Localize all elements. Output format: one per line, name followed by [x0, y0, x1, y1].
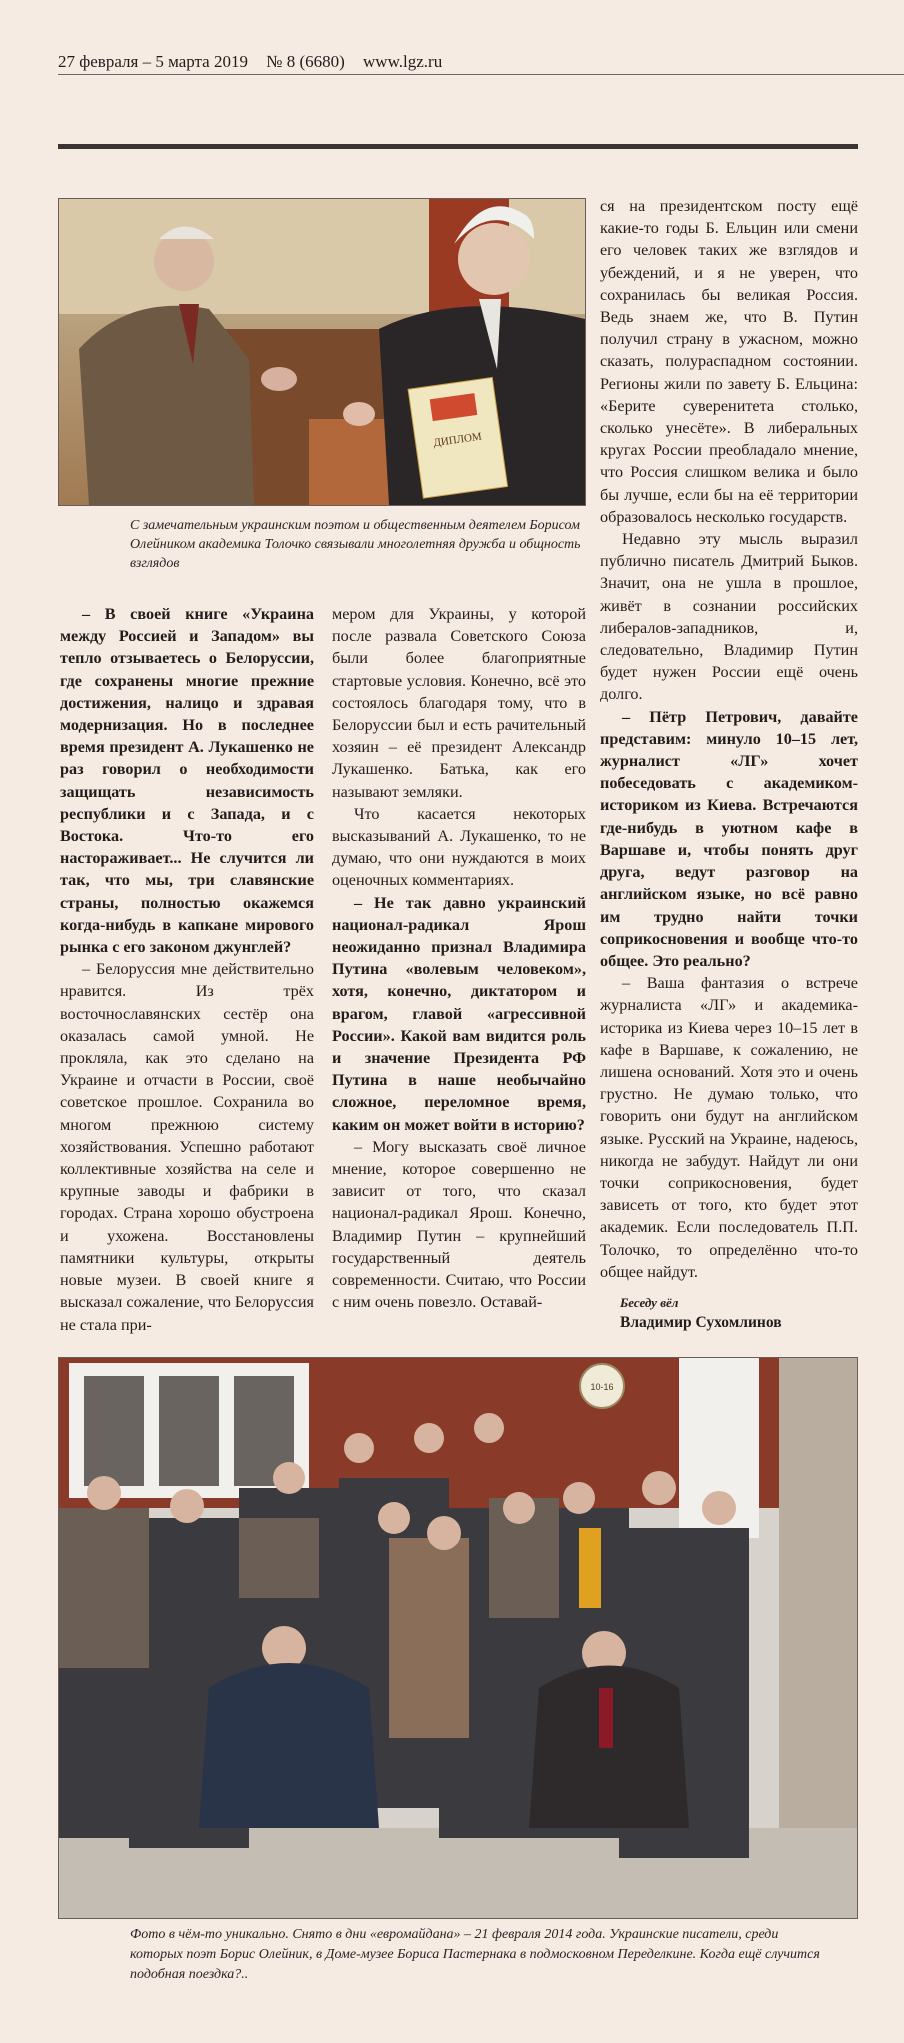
signature-label: Беседу вёл — [620, 1295, 679, 1310]
paragraph: – Ваша фантазия о встрече журналиста «ЛГ» и академика-историка из Киева через 10–15 лет в кафе в Варшаве, к сожалению, не лишена оснований. Хотя это и очень грустно. Не думаю только, что говорить они будут на английском языке. Русский на Украине, надеюсь, никогда не забудут. Найдут ли они точки соприкосновения, будет зависеть от того, кто будет этот академик. Если последователь П.П. Толочко, то определённо что-то общее найдут. — [600, 974, 858, 1281]
paragraph: Недавно эту мысль выразил публично писатель Дмитрий Быков. Значит, она не ушла в прошлое, живёт в сознании российских либералов-западников, и, следовательно, Владимир Путин будет нужен России ещё очень долго. — [600, 530, 858, 704]
paragraph: ся на президентском посту ещё какие-то годы Б. Ельцин или смени его человек таких же взглядов и убеждений, и я не уверен, что сохранилась бы великая Россия. Ведь знаем же, что В. Путин получил страну в ужасном, можно сказать, полураспадном состоянии. Регионы жили по завету Б. Ельцина: «Берите суверенитета столько, сколько унесёте». В либеральных кругах России преобладало мнение, что Россия слишком велика и было бы лучше, если бы на её территории образовалось несколько государств. — [600, 197, 858, 526]
top-photo — [58, 198, 586, 506]
page-header — [58, 52, 898, 72]
group-photo — [58, 1357, 858, 1919]
column-3 — [600, 195, 858, 1283]
interview-question: – В своей книге «Украина между Россией и Западом» вы тепло отзываетесь о Белоруссии, где сохранены многие прежние достижения, налицо и здравая модернизация. Но в последнее время президент А. Лукашенко не раз говорил о необходимости защищать независимость республики и с Запада, и с Востока. Что-то его настораживает... Не случится ли так, что мы, три славянские страны, полностью окажемся когда-нибудь в капкане мирового рынка с его законом джунглей? — [60, 605, 314, 957]
column-2 — [332, 603, 586, 1314]
issue-date: 27 февраля – 5 марта 2019 — [58, 52, 248, 71]
issue-number: № 8 (6680) — [266, 52, 345, 71]
paragraph: – Могу высказать своё личное мнение, которое совершенно не зависит от того, что сказал национал-радикал Ярош. Конечно, Владимир Путин – крупнейший государственный деятель современности. Считаю, что России с ним очень повезло. Оставай- — [332, 1137, 586, 1312]
signature-name: Владимир Сухомлинов — [620, 1314, 782, 1331]
site-url[interactable]: www.lgz.ru — [363, 52, 443, 71]
column-1 — [60, 603, 314, 1336]
interview-question: – Пётр Петрович, давайте представим: минуло 10–15 лет, журналист «ЛГ» хочет побеседовать с академиком-историком из Киева. Встречаются где-нибудь в уютном кафе в Варшаве и, чтобы понять друг друга, ведут разговор на английском языке, но всё равно им трудно найти точки соприкосновения и вообще что-то общее. Это реально? — [600, 707, 858, 970]
header-rule — [58, 74, 904, 75]
top-photo-caption: С замечательным украинским поэтом и общественным деятелем Борисом Олейником академика Толочко связывали многолетняя дружба и общность взглядов — [130, 518, 581, 571]
paragraph: Что касается некоторых высказываний А. Лукашенко, то не думаю, что они нуждаются в моих оценочных комментариях. — [332, 804, 586, 890]
diploma-label: ДИПЛОМ — [432, 430, 483, 450]
paragraph: мером для Украины, у которой после развала Советского Союза были более благоприятные стартовые условия. Конечно, всё это состоялось благодаря тому, что в Белоруссии был и есть рачительный хозяин – её президент Александр Лукашенко. Батька, как его называют земляки. — [332, 605, 586, 801]
museum-plaque: 10-16 — [590, 1382, 614, 1392]
interview-question: – Не так давно украинский национал-радикал Ярош неожиданно признал Владимира Путина «волевым человеком», хотя, конечно, диктатором и врагом, главой «агрессивной России». Какой вам видится роль и значение Президента РФ Путина в наше необычайно сложное, переломное время, каким он может войти в историю? — [332, 893, 586, 1134]
paragraph: – Белоруссия мне действительно нравится. Из трёх восточнославянских сестёр она оказалась самой умной. Не прокляла, как это сделано на Украине и отчасти в России, своё советское прошлое. Сохранила во многом прежнюю систему хозяйствования. Успешно работают коллективные хозяйства на селе и крупные заводы и фабрики в городах. Страна хорошо обустроена и ухожена. Восстановлены памятники культуры, открыты новые музеи. В своей книге я высказал сожаление, что Белоруссия не стала при- — [60, 960, 314, 1334]
section-rule — [58, 144, 858, 149]
group-photo-caption: Фото в чём-то уникально. Снято в дни «евромайдана» – 21 февраля 2014 года. Украинские писатели, среди которых поэт Борис Олейник, в Доме-музее Бориса Пастернака в подмосковном Переделкине. Когда ещё случится подобная поездка?.. — [130, 1927, 820, 1982]
